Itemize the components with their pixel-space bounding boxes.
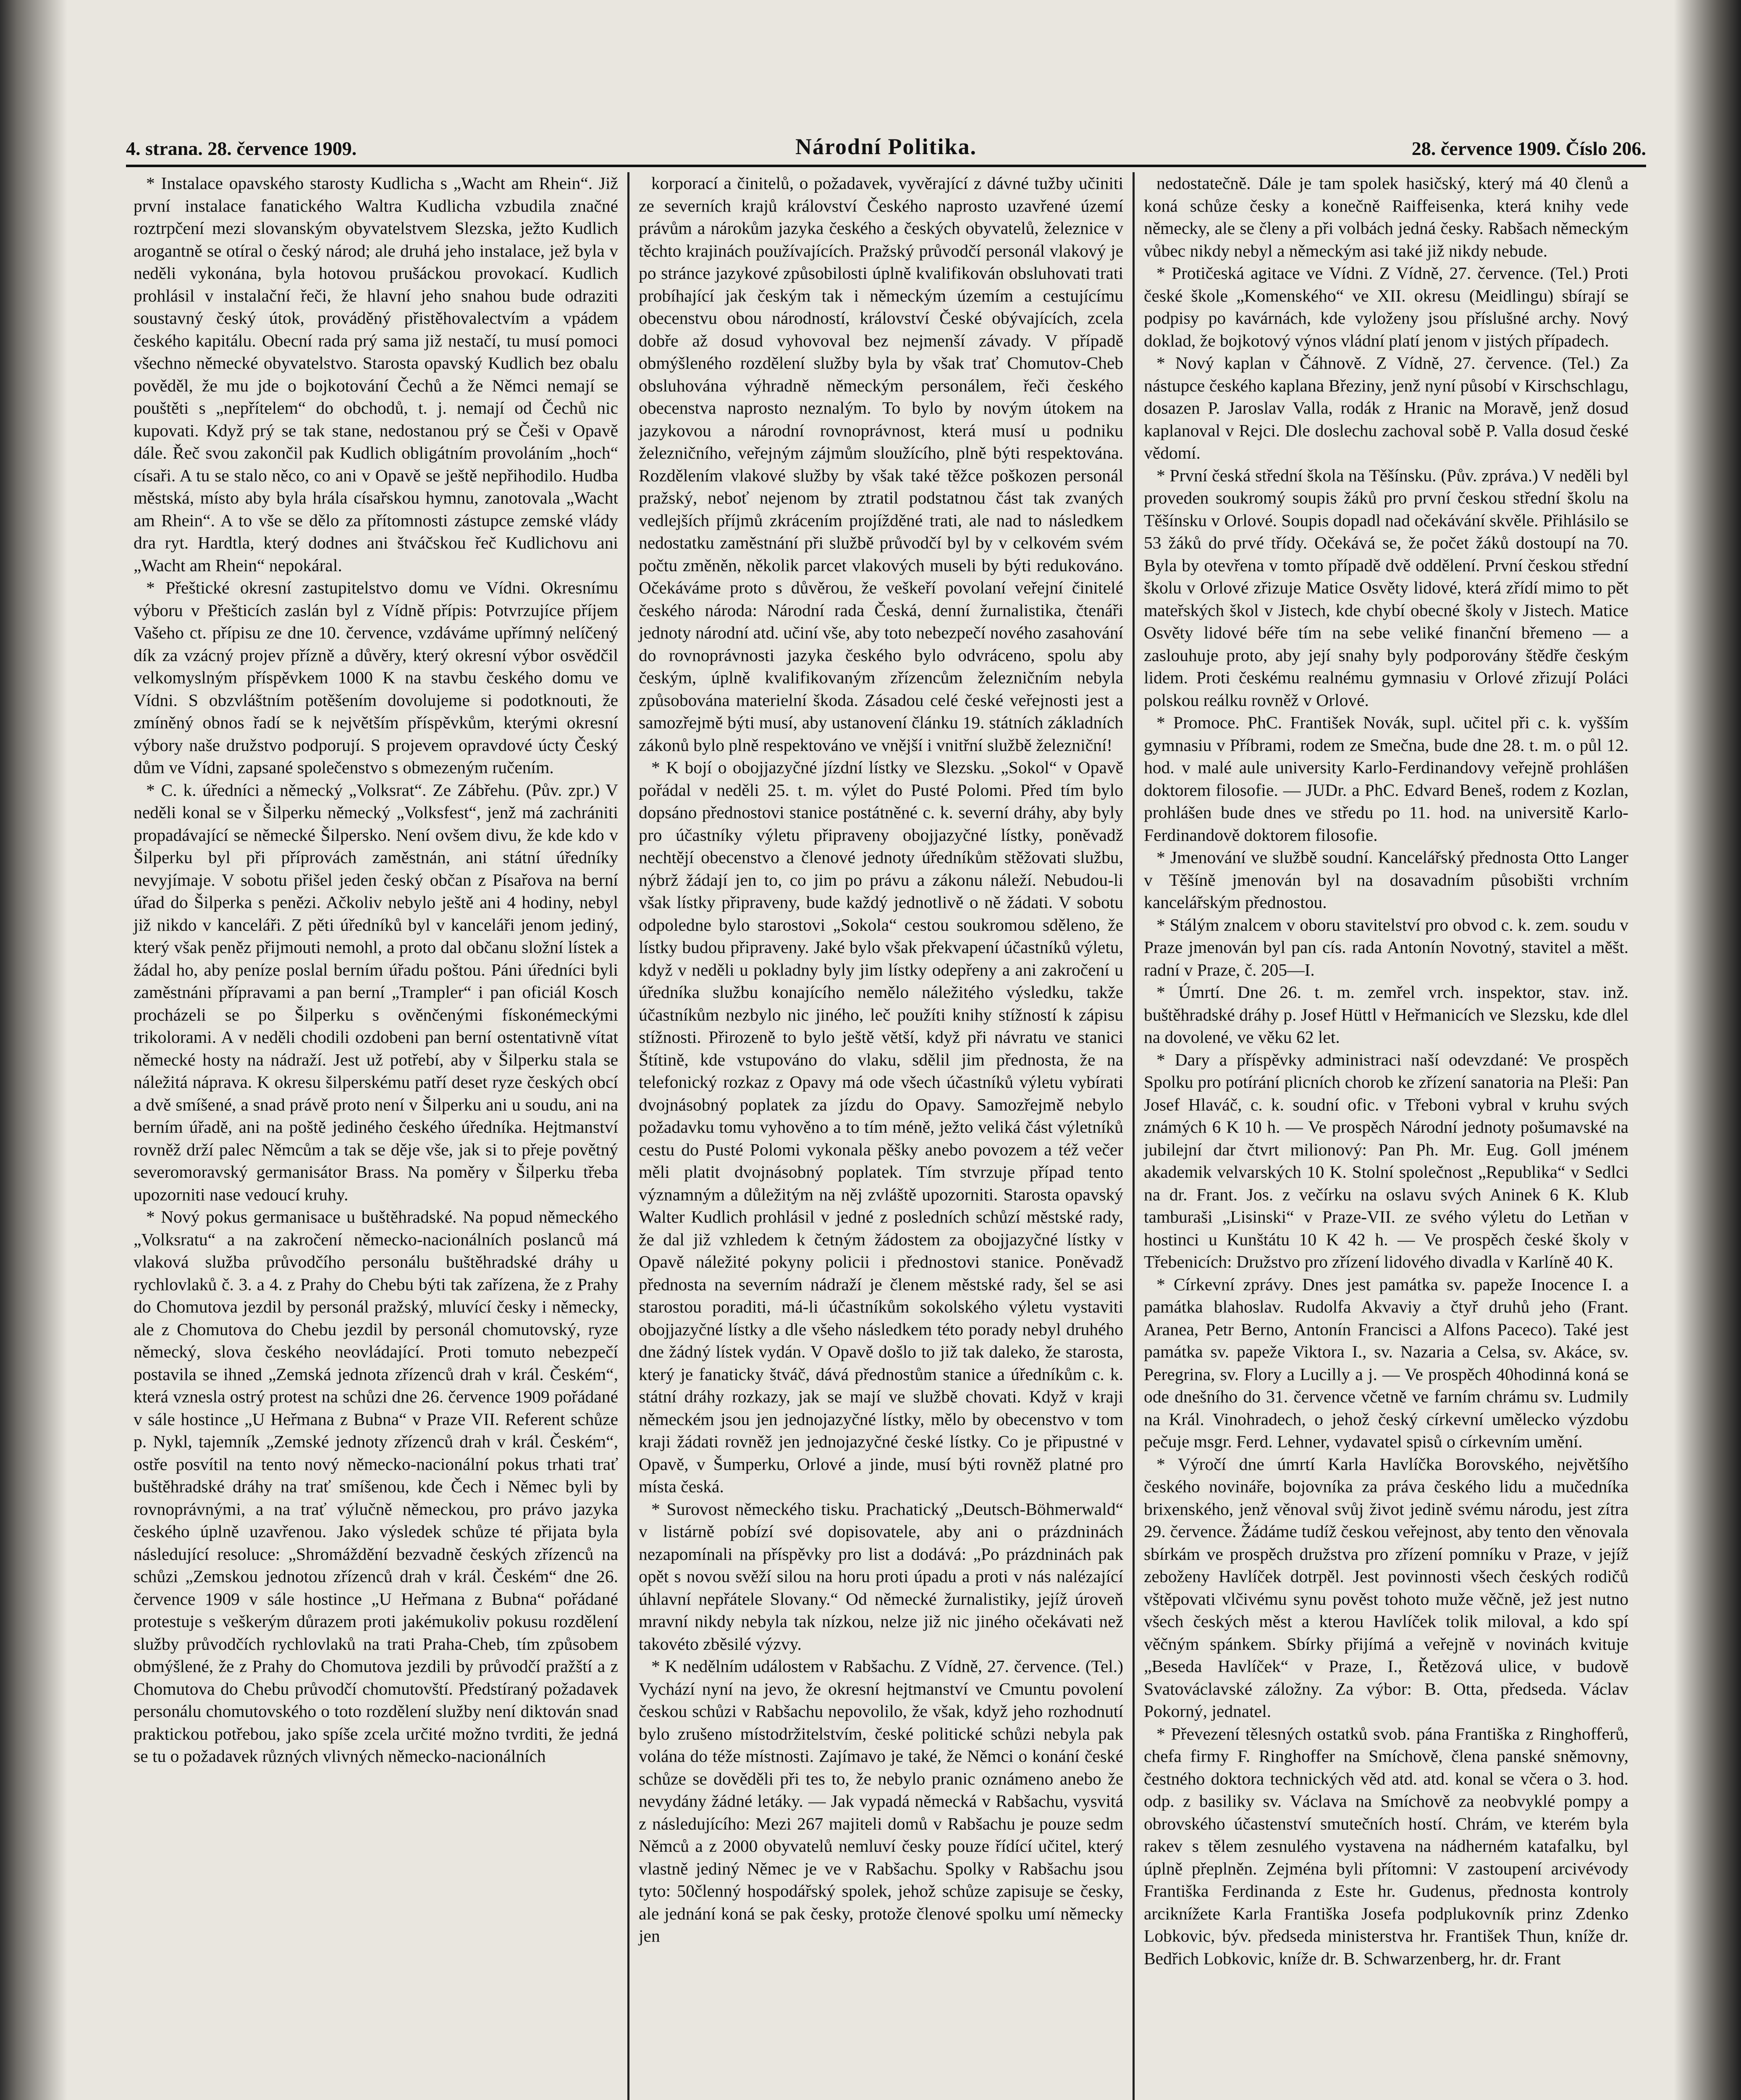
article-paragraph: * Dary a příspěvky administraci naší odevzdané: Ve prospěch Spolku pro potírání plicních chorob ke zřízení sanatoria na Pleši: Pan Josef Hlaváč, c. k. soudní ofic. v Třeboni vybral v kruhu svých známých 6 K 10 h. — Ve prospěch Národní jednoty pošumavské na jubilejní dar čtvrt milionový: Pan Ph. Mr. Eug. Goll jménem akademik velvarských 10 K. Stolní společnost „Republika“ v Sedlci na dr. Frant. Jos. z večírku na oslavu svých Aninek 6 K. Klub tamburaši „Lisinski“ v Praze-VII. ze svého výletu do Letňan v hostinci u Kunštátu 10 K 42 h. — Ve prospěch české školy v Třebenicích: Družstvo pro zřízení lidového divadla v Karlíně 40 K.	[1144, 1050, 1628, 1271]
article-paragraph: * Surovost německého tisku. Prachatický „Deutsch-Böhmerwald“ v listárně pobízí své dopisovatele, aby ani o prázdninách nezapomínali na příspěvky pro list a dodává: „Po prázdninách pak opět s novou svěží silou na horu proti úpadu a proti v nás nalézající úhlavní nepřátele Slovany.“ Od německé žurnalistiky, jejíž úroveň mravní nikdy nebyla tak nízkou, nelze již nic jiného očekávati než takovéto zběsilé výzvy.	[639, 1499, 1123, 1654]
header-rule	[126, 165, 1646, 167]
scan-right-edge	[1674, 0, 1741, 2100]
header-page-date: 4. strana. 28. července 1909.	[126, 138, 357, 159]
article-paragraph: * Stálým znalcem v oboru stavitelství pro obvod c. k. zem. soudu v Praze jmenován byl pan cís. rada Antonín Novotný, stavitel a měšt. radní v Praze, č. 205—I.	[1144, 915, 1628, 979]
article-paragraph: * Protičeská agitace ve Vídni. Z Vídně, 27. července. (Tel.) Proti české škole „Komenského“ ve XII. okresu (Meidlingu) sbírají se podpisy po kavárnách, kde vyloženy jsou příslušné archy. Nový doklad, že bojkotový výnos vládní platí jenom v jistých případech.	[1144, 263, 1628, 350]
page-header	[126, 126, 1646, 160]
header-issue-number: 28. července 1909. Číslo 206.	[1411, 138, 1646, 159]
article-paragraph: nedostatečně. Dále je tam spolek hasičský, který má 40 členů a koná schůze česky a konečně Raiffeisenka, která knihy vede německy, ale se členy a při volbách jedná česky. Rabšach německým vůbec nikdy nebyl a německým asi také již nikdy nebude.	[1144, 173, 1628, 260]
newspaper-page	[126, 126, 1646, 2100]
article-paragraph: * Přeštické okresní zastupitelstvo domu ve Vídni. Okresnímu výboru v Přešticích zaslán byl z Vídně přípis: Potvrzujíce příjem Vašeho ct. přípisu ze dne 10. července, vzdáváme upřímný nelíčený dík za vzácný projev přízně a důvěry, který okresní výbor osvědčil velkomyslným příspěvkem 1000 K na stavbu českého domu ve Vídni. S obzvláštním potěšením dovolujeme si podotknouti, že zmíněný obnos řadí se k největším příspěvkům, kterými okresní výbory naše družstvo podporují. S projevem opravdové úcty Český dům ve Vídni, zapsané společenstvo s obmezeným ručením.	[134, 578, 618, 777]
article-paragraph: korporací a činitelů, o požadavek, vyvěrající z dávné tužby učiniti ze severních krajů království Českého naprosto uzavřené území právům a nárokům jazyka českého a českých obyvatelů, železnice v těchto krajinách používajících. Pražský průvodčí personál vlakový je po stránce jazykové způsobilosti úplně kvalifikován obsluhovati trati probíhající jak českým tak i německým územím a cestujícímu obecenstvu obou národností, království České obývajících, zcela dobře až dosud vyhovoval bez nejmenší závady. V případě obmýšleného rozdělení služby byla by však trať Chomutov-Cheb obsluhována výhradně německým personálem, řeči českého obecenstva naprosto neznalým. To bylo by novým útokem na jazykovou a národní rovnoprávnost, která musí u podniku železničního, veřejným zájmům sloužícího, plně býti respektována. Rozdělením vlakové služby by však také těžce poškozen personál pražský, neboť nejenom by ztratil podstatnou část tak zvaných vedlejších příjmů zkrácením projížděné trati, ale nad to následkem nedostatku zaměstnání při službě průvodčí byl by v celkovém svém počtu změněn, několik parcet vlakových museli by býti redukováno. Očekáváme proto s důvěrou, že veškeří povolaní veřejní činitelé českého národa: Národní rada Česká, denní žurnalistika, čtenáři jednoty národní atd. učiní vše, aby toto nebezpečí nového zasahování do rovnoprávnosti jazyka českého bylo odvráceno, spolu aby českým, úplně kvalifikovaným zřízencům železničním nebyla způsobována materielní škoda. Zásadou celé české veřejnosti jest a samozřejmě býti musí, aby ustanovení článku 19. státních základních zákonů bylo plně respektováno ve vnější i vnitřní službě železniční!	[639, 173, 1123, 755]
column-separator	[1133, 172, 1135, 2100]
article-paragraph: * Promoce. PhC. František Novák, supl. učitel při c. k. vyšším gymnasiu v Příbrami, rodem ze Smečna, bude dne 28. t. m. o půl 12. hod. v malé aule university Karlo-Ferdinandovy veřejně prohlášen doktorem filosofie. — JUDr. a PhC. Edvard Beneš, rodem z Kozlan, prohlášen bude dnes ve středu po 11. hod. na universitě Karlo-Ferdinandově doktorem filosofie.	[1144, 713, 1628, 845]
article-paragraph: * Instalace opavského starosty Kudlicha s „Wacht am Rhein“. Již první instalace fanatického Waltra Kudlicha vzbudila značné roztrpčení mezi slovanským obyvatelstvem Slezska, ježto Kudlich arogantně se otíral o český národ; ale druhá jeho instalace, jež byla v neděli vykonána, byla hotovou prušáckou provokací. Kudlich prohlásil v instalační řeči, že hlavní jeho snahou bude odraziti soustavný český útok, prováděný přistěhovalectvím a vpádem českého kapitálu. Obecní rada prý sama již nestačí, tu musí pomoci všechno německé obyvatelstvo. Starosta opavský Kudlich bez obalu pověděl, že mu jde o bojkotování Čechů a že Němci nemají se pouštěti s „nepřítelem“ do obchodů, t. j. nemají od Čechů nic kupovati. Když prý se tak stane, nedostanou prý se Češi v Opavě dále. Řeč svou zakončil pak Kudlich obligátním provoláním „hoch“ císaři. A tu se stalo něco, co ani v Opavě se ještě nepřihodilo. Hudba městská, místo aby byla hrála císařskou hymnu, zanotovala „Wacht am Rhein“. A to vše se dělo za přítomnosti zástupce zemské vlády dra ryt. Hardtla, který dodnes ani štváčskou řeč Kudlichovu ani „Wacht am Rhein“ nepokáral.	[134, 173, 618, 575]
article-paragraph: * První česká střední škola na Těšínsku. (Pův. zpráva.) V neděli byl proveden soukromý soupis žáků pro první českou střední školu na Těšínsku v Orlové. Soupis dopadl nad očekávání skvěle. Přihlásilo se 53 žáků do prvé třídy. Očekává se, že počet žáků dostoupí na 70. Byla by otevřena v tomto případě dvě oddělení. První českou střední školu v Orlové zřizuje Matice Osvěty lidové, která zřídí mimo to pět mateřských škol v Jistech, kde chybí obecné školy v Jistech. Matice Osvěty lidové béře tím na sebe veliké finanční břemeno — a zaslouhuje proto, aby její snahy byly podporovány štědře českým lidem. Proti českému realnému gymnasiu v Orlové zřizují Poláci polskou reálku rovněž v Orlové.	[1144, 465, 1628, 710]
column-1	[126, 172, 626, 2100]
column-separator	[627, 172, 629, 2100]
article-paragraph: * Převezení tělesných ostatků svob. pána Františka z Ringhofferů, chefa firmy F. Ringhoffer na Smíchově, člena panské sněmovny, čestného doktora technických věd atd. atd. konal se včera o 3. hod. odp. z basiliky sv. Václava na Smíchově za neobvyklé pompy a obrovského účastenství smutečních hostí. Chrám, ve kterém byla rakev s tělem zesnulého vystavena na nádherném katafalku, byl úplně přeplněn. Zejména byli přítomni: V zastoupení arcivévody Františka Ferdinanda z Este hr. Gudenus, přednosta kontroly arciknížete Karla Františka Josefa podplukovník prinz Zdenko Lobkovic, býv. předseda ministerstva hr. František Thun, kníže dr. Bedřich Lobkovic, kníže dr. B. Schwarzenberg, hr. dr. Frant	[1144, 1724, 1628, 1968]
article-paragraph: * C. k. úředníci a německý „Volksrat“. Ze Zábřehu. (Pův. zpr.) V neděli konal se v Šilperku německý „Volksfest“, jenž má zachrániti propadávající se německé Šilpersko. Není ovšem divu, že kde kdo v Šilperku byl při příprovách zaměstnán, ani státní úředníky nevyjímaje. V sobotu přišel jeden český občan z Písařova na berní úřad do Šilperka s penězi. Ačkoliv nebylo ještě ani 4 hodiny, nebyl již nikdo v kanceláři. Z pěti úředníků byl v kanceláři jenom jediný, který však peněz přijmouti nemohl, a proto dal občanu složní lístek a žádal ho, aby peníze poslal berním úřadu poštou. Páni úředníci byli zaměstnáni přípravami a pan berní „Trampler“ i pan oficiál Kosch procházeli se po Šilperku s ověnčenými fískonémeckými trikolorami. A v neděli chodili ozdobeni pan berní ostentativně vítat německé hosty na nádraží. Jest už potřebí, aby v Šilperku stala se náležitá náprava. K okresu šilperskému patří deset ryze českých obcí a dvě smíšené, a snad právě proto není v Šilperku ani u soudu, ani na berním úřadě, ani na poště jediného českého úředníka. Hejtmanství rovněž drží palec Němcům a tak se děje vše, jak si to přeje povětný severomoravský germanisátor Brass. Na poměry v Šilperku třeba upozorniti nase vedoucí kruhy.	[134, 780, 618, 1204]
article-paragraph: * K nedělním událostem v Rabšachu. Z Vídně, 27. července. (Tel.) Vychází nyní na jevo, že okresní hejtmanství ve Cmuntu povolení českou schůzi v Rabšachu nepovolilo, že však, když jeho rozhodnutí bylo zrušeno místodržitelstvím, české politické schůzi nebyla pak volána do téže místnosti. Zajímavo je také, že Němci o konání české schůze se dověděli při tes to, že nebylo pranic oznámeno anebo že nevydány žádné letáky. — Jak vypadá německá v Rabšachu, vysvitá z následujícího: Mezi 267 majiteli domů v Rabšachu je pouze sedm Němců a z 2000 obyvatelů nemluví česky pouze řídící učitel, který vlastně jediný Němec je ve v Rabšachu. Spolky v Rabšachu jsou tyto: 50členný hospodářský spolek, jehož schůze zapisuje se česky, ale jednání koná se pak česky, protože členové spolku umí německy jen	[639, 1656, 1123, 1945]
article-paragraph: * Nový pokus germanisace u buštěhradské. Na popud německého „Volksratu“ a na zakročení německo-nacionálních poslanců má vlaková služba průvodčího personálu buštěhradské dráhy u rychlovlaků č. 3. a 4. z Prahy do Chebu býti tak zařízena, že z Prahy do Chomutova jezdil by personál pražský, mluvící česky i německy, ale z Chomutova do Chebu jezdil by personál chomutovský, ryze německý, slova českého neovládající. Proti tomuto nebezpečí postavila se ihned „Zemská jednota zřízenců drah v král. Českém“, která vznesla ostrý protest na schůzi dne 26. července 1909 pořádané v sále hostince „U Heřmana z Bubna“ v Praze VII. Referent schůze p. Nykl, tajemník „Zemské jednoty zřízenců drah v král. Českém“, ostře posvítil na tento nový německo-nacionální pokus trhati trať buštěhradské dráhy na trať smíšenou, kde Čech i Němec byli by rovnoprávnými, a na trať výlučně německou, pro právo jazyka českého úplně uzavřenou. Jako výsledek schůze té přijata byla následující resoluce: „Shromáždění bezvadně českých zřízenců na schůzi „Zemskou jednotou zřízenců drah v král. Českém“ dne 26. července 1909 v sále hostince „U Heřmana z Bubna“ pořádané protestuje s veškerým důrazem proti jakémukoliv pokusu rozdělení služby průvodčích rychlovlaků na trati Praha-Cheb, tím způsobem obmýšlené, že z Prahy do Chomutova jezdili by průvodčí pražští a z Chomutova do Chebu průvodčí chomutovští. Předstíraný požadavek personálu chomutovského o toto rozdělení služby není diktován snad praktickou potřebou, jako spíše zcela určité možno tvrditi, že jedná se tu o požadavek různých vlivných německo-nacionálních	[134, 1207, 618, 1766]
article-paragraph: * K bojí o obojjazyčné jízdní lístky ve Slezsku. „Sokol“ v Opavě pořádal v neděli 25. t. m. výlet do Pusté Polomi. Před tím bylo dopsáno přednostovi stanice postátněné c. k. severní dráhy, aby byly pro účastníky výletu připraveny obojjazyčné lístky, poněvadž nechtějí obecenstvo a členové jednoty úředníkům stěžovati službu, nýbrž žádají jen to, co jim po právu a zákonu náleží. Nebudou-li však lístky připraveny, bude každý jednotlivě o ně žádati. V sobotu odpoledne bylo starostovi „Sokola“ cestou soukromou sděleno, že lístky budou připraveny. Jaké bylo však překvapení účastníků výletu, když v neděli u pokladny byly jim lístky odepřeny a ani zakročení u úředníka službu konajícího nemělo náležitého výsledku, takže účastníkům nezbylo nic jiného, leč použíti knihy stížností k zápisu stížnosti. Přirozeně to bylo ještě větší, když při návratu ve stanici Štítině, kde vstupováno do vlaku, sdělil jim přednosta, že na telefonický rozkaz z Opavy má ode všech účastníků výletu vybírati dvojnásobný poplatek za jízdu do Opavy. Samozřejmě nebylo požadavku tomu vyhověno a to tím méně, ježto veliká část výletníků cestu do Pusté Polomi vykonala pěšky anebo povozem a též večer měli platit dvojnásobný poplatek. Tím stvrzuje případ tento významným a důležitým na něj zvláště upozorniti. Starosta opavský Walter Kudlich prohlásil v jedné z posledních schůzí městské rady, že dal již vzhledem k četným žádostem za obojjazyčné lístky v Opavě náležité pokyny policii i přednostovi stanice. Poněvadž přednosta na severním nádraží je členem městské rady, šel se asi starostou poraditi, má-li účastníkům sokolského výletu vystaviti obojjazyčné lístky a dle všeho následkem této porady nebyl druhého dne žádný lístek vydán. V Opavě došlo to již tak daleko, že starosta, který je fanaticky štváč, dává přednostům stanice a úředníkům c. k. státní dráhy rozkazy, jak se mají ve službě chovati. Když v kraji německém jsou jen jednojazyčné lístky, mělo by obecenstvo v tom kraji žádati rovněž jen jednojazyčné české lístky. Co je připustné v Opavě, v Šumperku, Orlové a jinde, musí býti rovněž platné pro místa česká.	[639, 758, 1123, 1496]
article-paragraph: * Nový kaplan v Čáhnově. Z Vídně, 27. července. (Tel.) Za nástupce českého kaplana Březiny, jenž nyní působí v Kirschschlagu, dosazen P. Jaroslav Valla, rodák z Hranic na Moravě, jenž dosud kaplanoval v Rejci. Dle doslechu zachoval sobě P. Valla dosud české vědomí.	[1144, 353, 1628, 462]
column-2	[631, 172, 1131, 2100]
scan-left-edge	[0, 0, 67, 2100]
text-columns	[126, 172, 1646, 2100]
article-paragraph: * Úmrtí. Dne 26. t. m. zemřel vrch. inspektor, stav. inž. buštěhradské dráhy p. Josef Hüttl v Heřmanicích ve Slezsku, kde dlel na dovolené, ve věku 62 let.	[1144, 982, 1628, 1047]
column-3	[1136, 172, 1636, 2100]
article-paragraph: * Jmenování ve službě soudní. Kancelářský přednosta Otto Langer v Těšíně jmenován byl na dosavadním působišti vrchním kancelářským přednostou.	[1144, 848, 1628, 912]
article-paragraph: * Výročí dne úmrtí Karla Havlíčka Borovského, největšího českého novináře, bojovníka za práva českého lidu a mučedníka brixenského, jenž věnoval svůj život jedině svému národu, jest zítra 29. července. Žádáme tudíž českou veřejnost, aby tento den věnovala sbírkám ve prospěch družstva pro zřízení pomníku v Praze, v jejíž zeboženy Havlíček dotrpěl. Jest povinnosti všech českých rodičů vštěpovati vlčivému synu pověst tohoto muže věčně, jež jest nutno všech českých měst a kterou Havlíček tolik miloval, a kdo spí věčným spánkem. Sbírky přijímá a veřejně v novinách kvituje „Beseda Havlíček“ v Praze, I., Řetězová ulice, v budově Svatováclavské záložny. Za výbor: B. Otta, předseda. Václav Pokorný, jednatel.	[1144, 1454, 1628, 1721]
newspaper-title: Národní Politika.	[795, 134, 977, 159]
article-paragraph: * Církevní zprávy. Dnes jest památka sv. papeže Inocence I. a památka blahoslav. Rudolfa Akvaviy a čtyř druhů jeho (Frant. Aranea, Petr Berno, Antonín Francisci a Alfons Paceco). Také jest památka sv. papeže Viktora I., sv. Nazaria a Celsa, sv. Akáce, sv. Peregrina, sv. Flory a Lucilly a j. — Ve prospěch 40hodinná koná se ode dnešního do 31. července včetně ve farním chrámu sv. Ludmily na Král. Vinohradech, o jehož český církevní umělecko výzdobu pečuje msgr. Ferd. Lehner, vydavatel spisů o církevním umění.	[1144, 1274, 1628, 1451]
